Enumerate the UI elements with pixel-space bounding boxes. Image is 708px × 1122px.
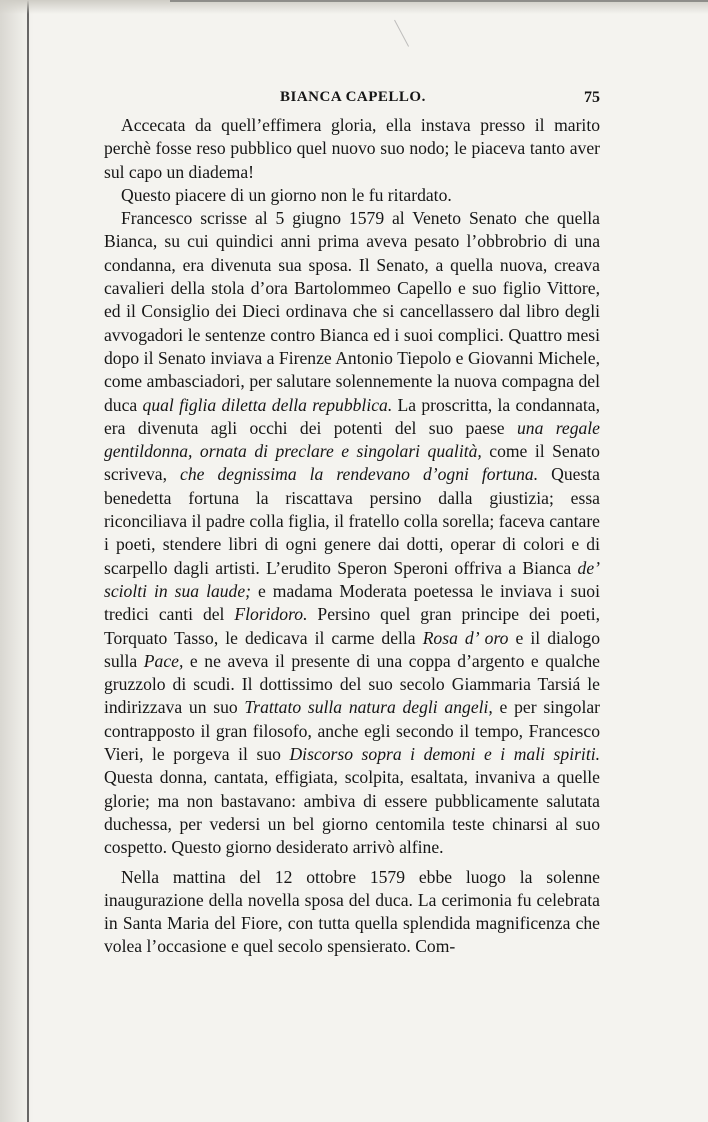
body-text [104,114,600,959]
page-edge-line [27,0,29,1122]
italic-title: qual figlia diletta della repubblica. [142,394,393,415]
text-run: e ne aveva il presente di una coppa d’argento e qualche gruzzolo di scudi. Il dottissimo del suo secolo Giammaria Tarsiá le indirizzava un suo [104,650,600,718]
scan-scratch-mark [394,11,425,46]
text-run: Accecata da quell’effimera gloria, ella instava presso il marito perchè fosse reso pubblico quel nuovo suo nodo; le piaceva tanto aver sul capo un diadema! [104,115,600,182]
page-header [104,89,600,111]
italic-title: Pace, [143,650,184,671]
italic-title: Trattato sulla natura degli angeli, [244,697,493,718]
italic-quote: una regale gentildonna, ornata di preclare e singolari qualità, [104,417,600,462]
paragraph [104,866,600,959]
text-run: Persino quel gran principe dei poeti, Torquato Tasso, le dedicava il carme della [104,604,600,648]
text-run: Questa donna, cantata, effigiata, scolpita, esaltata, invaniva a quelle glorie; ma non bastavano: ambiva di essere pubblicamente salutata duchessa, per vedersi un bel giorno centomila teste chinarsi al suo cospetto. Questo giorno desiderato arrivò alfine. [104,767,600,858]
text-run: come il Senato scriveva, [104,441,600,485]
text-run: Questo piacere di un giorno non le fu ritardato. [121,184,452,205]
paragraph [104,114,600,184]
italic-quote: che degnissima la rendevano d’ogni fortuna. [180,464,539,485]
italic-title: Floridoro. [234,604,308,625]
text-run: La proscritta, la condannata, era divenuta agli occhi dei potenti del suo paese [104,394,600,438]
text-run: e il dialogo sulla [104,627,600,671]
text-run: Nella mattina del 12 ottobre 1579 ebbe luogo la solenne inaugurazione della novella sposa del duca. La cerimonia fu celebrata in Santa Maria del Fiore, con tutta quella splendida magnificenza che volea l’occasione e quel secolo spensierato. Com- [104,866,600,957]
text-run: e per singolar contrapposto il gran filosofo, anche egli secondo il tempo, Francesco Vieri, le porgeva il suo [104,697,600,765]
italic-title: Rosa d’ oro [422,627,509,648]
text-run: Francesco scrisse al 5 giugno 1579 al Veneto Senato che quella Bianca, su cui quindici anni prima aveva pesato l’obbrobrio di una condanna, era divenuta sua sposa. Il Senato, a quella nuova, creava cavalieri della stola d’ora Bartolommeo Capello e suo figlio Vittore, ed il Consiglio dei Dieci ordinava che si cancellassero dal libro degli avvogadori le sentenze contro Bianca ed i suoi complici. Quattro mesi dopo il Senato inviava a Firenze Antonio Tiepolo e Giovanni Michele, come ambasciadori, per salutare solennemente la nuova compagna del duca [104,208,600,415]
page-top-edge-line [170,0,708,2]
text-run: Questa benedetta fortuna la riscattava persino dalla giustizia; essa riconciliava il padre colla figlia, il fratello colla sorella; faceva cantare i poeti, stendere libri di ogni genere dai dotti, operar di colori e di scarpello dagli artisti. L’erudito Speron Speroni offriva a Bianca [104,464,600,578]
running-title: BIANCA CAPELLO. [280,89,426,105]
page-number: 75 [584,89,600,106]
italic-title: de’ sciolti in sua laude; [104,557,600,601]
scan-shadow-top [0,0,708,14]
paragraph [104,207,600,859]
text-run: e madama Moderata poetessa le inviava i suoi tredici canti del [104,580,600,625]
paragraph [104,184,600,207]
italic-title: Discorso sopra i demoni e i mali spiriti. [289,744,600,765]
